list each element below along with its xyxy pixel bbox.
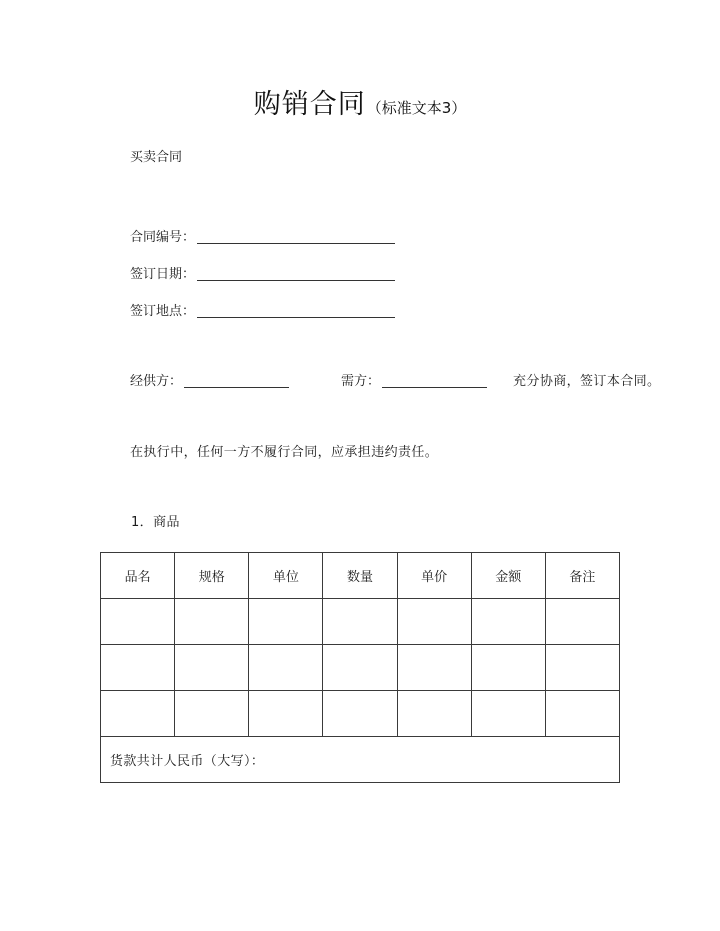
supplier-label: 经供方： bbox=[130, 374, 183, 389]
title-main-text: 购销合同 bbox=[253, 89, 366, 120]
signing-place-label: 签订地点： bbox=[130, 304, 196, 319]
cell-remark[interactable] bbox=[545, 645, 619, 691]
section-heading-goods: 1．商品 bbox=[131, 515, 180, 530]
signing-date-field[interactable] bbox=[130, 267, 395, 281]
column-header-remark: 备注 bbox=[545, 553, 619, 599]
buyer-blank[interactable] bbox=[382, 374, 487, 388]
table-row[interactable] bbox=[101, 691, 620, 737]
supplier-blank[interactable] bbox=[184, 374, 289, 388]
signing-place-field[interactable] bbox=[130, 304, 395, 318]
signing-date-label: 签订日期： bbox=[130, 267, 196, 282]
contract-number-field[interactable] bbox=[130, 230, 395, 244]
title-variant-label: （标准文本3） bbox=[366, 99, 467, 117]
cell-amount[interactable] bbox=[471, 599, 545, 645]
column-header-spec: 规格 bbox=[175, 553, 249, 599]
cell-unit[interactable] bbox=[249, 599, 323, 645]
cell-spec[interactable] bbox=[175, 645, 249, 691]
party-line-tail: 充分协商，签订本合同。 bbox=[513, 374, 661, 389]
signing-date-blank[interactable] bbox=[197, 267, 395, 281]
cell-name[interactable] bbox=[101, 645, 175, 691]
cell-qty[interactable] bbox=[323, 691, 397, 737]
breach-clause-text: 在执行中，任何一方不履行合同，应承担违约责任。 bbox=[130, 445, 439, 460]
column-header-qty: 数量 bbox=[323, 553, 397, 599]
cell-name[interactable] bbox=[101, 691, 175, 737]
cell-remark[interactable] bbox=[545, 599, 619, 645]
total-amount-in-words-label[interactable]: 货款共计人民币（大写）： bbox=[101, 737, 620, 783]
cell-unit[interactable] bbox=[249, 691, 323, 737]
table-total-row[interactable] bbox=[101, 737, 620, 783]
column-header-unit: 单位 bbox=[249, 553, 323, 599]
cell-remark[interactable] bbox=[545, 691, 619, 737]
column-header-amount: 金额 bbox=[471, 553, 545, 599]
cell-price[interactable] bbox=[397, 599, 471, 645]
cell-spec[interactable] bbox=[175, 599, 249, 645]
cell-name[interactable] bbox=[101, 599, 175, 645]
cell-spec[interactable] bbox=[175, 691, 249, 737]
column-header-price: 单价 bbox=[397, 553, 471, 599]
goods-table bbox=[100, 552, 620, 783]
cell-amount[interactable] bbox=[471, 691, 545, 737]
cell-qty[interactable] bbox=[323, 645, 397, 691]
goods-table-body bbox=[101, 599, 620, 783]
contract-number-label: 合同编号： bbox=[130, 230, 196, 245]
cell-price[interactable] bbox=[397, 691, 471, 737]
contract-number-blank[interactable] bbox=[197, 230, 395, 244]
cell-qty[interactable] bbox=[323, 599, 397, 645]
buyer-label: 需方： bbox=[341, 374, 381, 389]
page-title bbox=[0, 82, 720, 121]
party-line[interactable] bbox=[130, 374, 660, 388]
table-row[interactable] bbox=[101, 645, 620, 691]
cell-amount[interactable] bbox=[471, 645, 545, 691]
table-row[interactable] bbox=[101, 599, 620, 645]
table-header-row bbox=[101, 553, 620, 599]
goods-table-head bbox=[101, 553, 620, 599]
cell-unit[interactable] bbox=[249, 645, 323, 691]
signing-place-blank[interactable] bbox=[197, 304, 395, 318]
cell-price[interactable] bbox=[397, 645, 471, 691]
document-subtitle: 买卖合同 bbox=[130, 150, 183, 165]
column-header-name: 品名 bbox=[101, 553, 175, 599]
